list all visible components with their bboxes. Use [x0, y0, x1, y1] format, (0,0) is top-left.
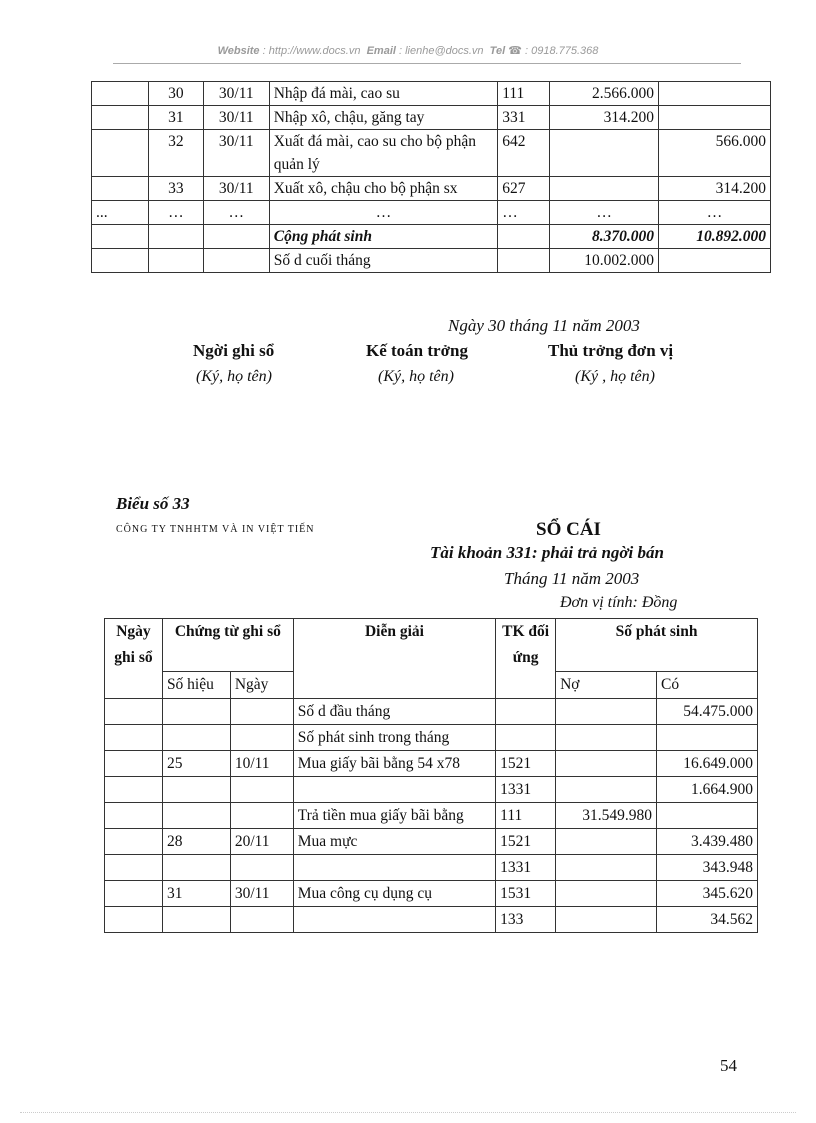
voucher-date	[230, 699, 293, 725]
voucher-date	[230, 725, 293, 751]
table-row	[105, 725, 758, 751]
debit-amount	[550, 177, 659, 201]
ending-balance-debit: 10.002.000	[550, 249, 659, 273]
entry-date	[105, 855, 163, 881]
ellipsis-cell: …	[498, 201, 550, 225]
total-row	[92, 225, 771, 249]
voucher-date: 30/11	[203, 82, 269, 106]
debit-amount: 314.200	[550, 106, 659, 130]
entry-date	[105, 907, 163, 933]
empty-cell	[498, 249, 550, 273]
voucher-date: 30/11	[230, 881, 293, 907]
description: Số phát sinh trong tháng	[293, 725, 495, 751]
voucher-date	[230, 777, 293, 803]
empty-cell	[148, 249, 203, 273]
voucher-date: 30/11	[203, 130, 269, 177]
recorder-sign-note: (Ký, họ tên)	[196, 368, 272, 385]
ledger-title: SỔ CÁI	[536, 519, 601, 540]
voucher-date: 30/11	[203, 106, 269, 130]
voucher-number	[162, 699, 230, 725]
voucher-number: 31	[148, 106, 203, 130]
debit-amount	[556, 699, 657, 725]
voucher-date: 20/11	[230, 829, 293, 855]
table-row	[105, 751, 758, 777]
debit-amount	[556, 725, 657, 751]
ellipsis-cell: …	[269, 201, 497, 225]
description: Mua mực	[293, 829, 495, 855]
contra-account	[496, 725, 556, 751]
page-number: 54	[720, 1056, 737, 1075]
chief-accountant-title: Kế toán trởng	[366, 341, 468, 360]
contra-account: 1521	[496, 751, 556, 777]
contra-account: 1531	[496, 881, 556, 907]
header-voucher-number: Số hiệu	[162, 672, 230, 699]
table-row	[105, 777, 758, 803]
header-debit: Nợ	[556, 672, 657, 699]
ellipsis-cell: ...	[92, 201, 149, 225]
contra-account	[496, 699, 556, 725]
debit-amount: 2.566.000	[550, 82, 659, 106]
description	[293, 777, 495, 803]
total-credit: 10.892.000	[659, 225, 771, 249]
empty-cell	[498, 225, 550, 249]
empty-cell	[92, 130, 149, 177]
header-credit: Có	[657, 672, 758, 699]
credit-amount	[659, 82, 771, 106]
debit-amount	[556, 907, 657, 933]
credit-amount: 566.000	[659, 130, 771, 177]
voucher-date: 10/11	[230, 751, 293, 777]
header-voucher: Chứng từ ghi sổ	[162, 619, 293, 672]
empty-cell	[92, 82, 149, 106]
website-label: Website	[217, 45, 260, 57]
table-row	[105, 803, 758, 829]
entry-date	[105, 829, 163, 855]
director-title: Thủ trởng đơn vị	[548, 341, 674, 360]
voucher-number: 31	[162, 881, 230, 907]
credit-amount: 1.664.900	[657, 777, 758, 803]
debit-amount	[550, 130, 659, 177]
debit-amount	[556, 855, 657, 881]
header-account: TK đối ứng	[496, 619, 556, 699]
voucher-number: 33	[148, 177, 203, 201]
contra-account: 331	[498, 106, 550, 130]
voucher-number	[162, 725, 230, 751]
empty-cell	[148, 225, 203, 249]
credit-amount	[659, 106, 771, 130]
voucher-number: 32	[148, 130, 203, 177]
table-row	[105, 907, 758, 933]
empty-cell	[92, 249, 149, 273]
credit-amount: 16.649.000	[657, 751, 758, 777]
table-row	[92, 82, 771, 106]
voucher-date	[230, 907, 293, 933]
description: Trả tiền mua giấy bãi bằng	[293, 803, 495, 829]
credit-amount: 345.620	[657, 881, 758, 907]
ending-balance-row	[92, 249, 771, 273]
ellipsis-cell: …	[148, 201, 203, 225]
credit-amount: 314.200	[659, 177, 771, 201]
total-debit: 8.370.000	[550, 225, 659, 249]
table-row	[105, 881, 758, 907]
debit-amount	[556, 881, 657, 907]
contra-account: 1331	[496, 777, 556, 803]
debit-amount	[556, 829, 657, 855]
ellipsis-row	[92, 201, 771, 225]
ledger-table-continued	[91, 81, 771, 273]
credit-amount	[657, 803, 758, 829]
ellipsis-cell: …	[550, 201, 659, 225]
recorder-title: Ngời ghi sổ	[193, 341, 275, 360]
entry-date	[105, 777, 163, 803]
header-date: Ngày ghi sổ	[105, 619, 163, 699]
form-number: Biểu số 33	[116, 494, 190, 513]
empty-cell	[659, 249, 771, 273]
description: Xuất đá mài, cao su cho bộ phận quản lý	[269, 130, 497, 177]
header-amount: Số phát sinh	[556, 619, 758, 672]
tel-label: Tel	[489, 45, 506, 57]
voucher-number	[162, 855, 230, 881]
voucher-number	[162, 777, 230, 803]
description: Nhập đá mài, cao su	[269, 82, 497, 106]
entry-date	[105, 881, 163, 907]
voucher-number	[162, 907, 230, 933]
entry-date	[105, 803, 163, 829]
page-header	[0, 44, 816, 57]
entry-date	[105, 751, 163, 777]
voucher-number: 28	[162, 829, 230, 855]
credit-amount	[657, 725, 758, 751]
empty-cell	[203, 225, 269, 249]
table-row	[105, 699, 758, 725]
total-label: Cộng phát sinh	[269, 225, 497, 249]
signature-date: Ngày 30 tháng 11 năm 2003	[448, 316, 640, 335]
description: Mua giấy bãi bằng 54 x78	[293, 751, 495, 777]
empty-cell	[203, 249, 269, 273]
empty-cell	[92, 106, 149, 130]
account-title: Tài khoản 331: phải trả ngời bán	[430, 543, 664, 562]
credit-amount: 54.475.000	[657, 699, 758, 725]
description: Xuất xô, chậu cho bộ phận sx	[269, 177, 497, 201]
table-row	[92, 106, 771, 130]
contra-account: 1521	[496, 829, 556, 855]
voucher-number	[162, 803, 230, 829]
description: Nhập xô, chậu, găng tay	[269, 106, 497, 130]
empty-cell	[92, 225, 149, 249]
credit-amount: 3.439.480	[657, 829, 758, 855]
director-sign-note: (Ký , họ tên)	[575, 368, 655, 385]
table-row	[92, 177, 771, 201]
table-row	[105, 855, 758, 881]
website-url: : http://www.docs.vn	[262, 45, 361, 57]
contra-account: 111	[498, 82, 550, 106]
period: Tháng 11 năm 2003	[504, 569, 640, 588]
tel-value: ☎ : 0918.775.368	[508, 45, 599, 57]
contra-account: 1331	[496, 855, 556, 881]
header-voucher-date: Ngày	[230, 672, 293, 699]
voucher-date	[230, 855, 293, 881]
entry-date	[105, 725, 163, 751]
empty-cell	[92, 177, 149, 201]
ellipsis-cell: …	[203, 201, 269, 225]
debit-amount: 31.549.980	[556, 803, 657, 829]
contra-account: 642	[498, 130, 550, 177]
credit-amount: 343.948	[657, 855, 758, 881]
ellipsis-cell: …	[659, 201, 771, 225]
currency-unit: Đơn vị tính: Đồng	[560, 594, 678, 611]
description: Mua công cụ dụng cụ	[293, 881, 495, 907]
footer-divider	[20, 1112, 796, 1113]
credit-amount: 34.562	[657, 907, 758, 933]
general-ledger-table	[104, 618, 758, 933]
company-name: CÔNG TY TNHHTM VÀ IN VIỆT TIẾN	[116, 524, 315, 535]
debit-amount	[556, 777, 657, 803]
voucher-number: 25	[162, 751, 230, 777]
table-row	[105, 829, 758, 855]
entry-date	[105, 699, 163, 725]
voucher-number: 30	[148, 82, 203, 106]
header-description: Diễn giải	[293, 619, 495, 699]
contra-account: 111	[496, 803, 556, 829]
description	[293, 855, 495, 881]
accountant-sign-note: (Ký, họ tên)	[378, 368, 454, 385]
email-value: : lienhe@docs.vn	[399, 45, 484, 57]
contra-account: 627	[498, 177, 550, 201]
table-row	[92, 130, 771, 177]
description: Số d đầu tháng	[293, 699, 495, 725]
contra-account: 133	[496, 907, 556, 933]
description	[293, 907, 495, 933]
header-divider	[113, 63, 741, 64]
email-label: Email	[366, 45, 396, 57]
debit-amount	[556, 751, 657, 777]
voucher-date	[230, 803, 293, 829]
ending-balance-label: Số d cuối tháng	[269, 249, 497, 273]
voucher-date: 30/11	[203, 177, 269, 201]
